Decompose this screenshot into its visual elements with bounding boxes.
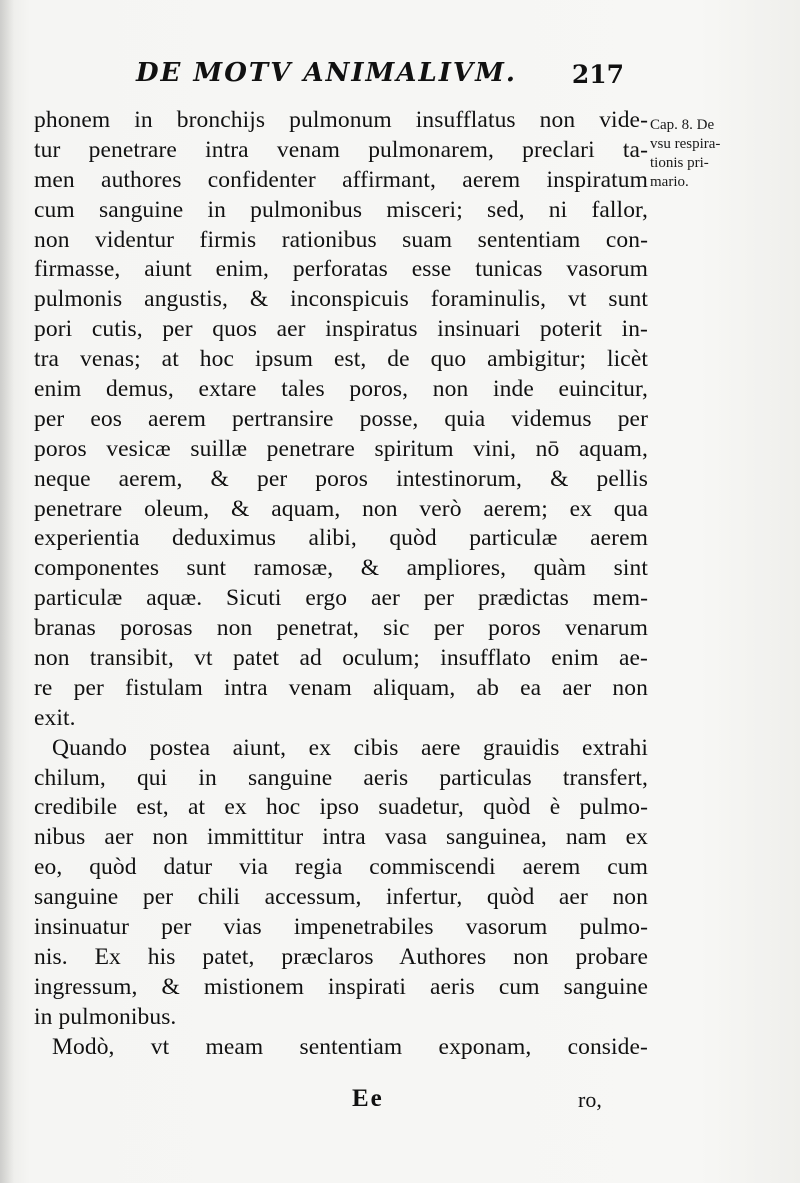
text-line: branas porosas non penetrat, sic per poros venarum xyxy=(34,615,648,642)
text-line: nis. Ex his patet, præclaros Authores non probare xyxy=(34,943,648,970)
margin-note-line: Cap. 8. De xyxy=(650,117,715,133)
text-line: penetrare oleum, & aquam, non verò aerem; ex qua xyxy=(34,495,648,522)
text-line: exit. xyxy=(34,704,76,731)
text-line: per eos aerem pertransire posse, quia videmus per xyxy=(34,405,648,432)
margin-note-line: mario. xyxy=(650,174,689,190)
text-line: pori cutis, per quos aer inspiratus insinuari poterit in- xyxy=(34,316,648,343)
text-line: tur penetrare intra venam pulmonarem, preclari ta- xyxy=(34,136,648,163)
paragraph-start-line: Modò, vt meam sententiam exponam, conside- xyxy=(52,1033,648,1060)
text-line: experientia deduximus alibi, quòd particulæ aerem xyxy=(34,525,648,552)
running-title: DE MOTV ANIMALIVM. xyxy=(136,58,517,88)
text-line: non transibit, vt patet ad oculum; insufflato enim ae- xyxy=(34,645,648,672)
text-line: cum sanguine in pulmonibus misceri; sed, ni fallor, xyxy=(34,196,648,223)
text-line: firmasse, aiunt enim, perforatas esse tunicas vasorum xyxy=(34,256,648,283)
margin-note-line: tionis pri- xyxy=(650,155,709,171)
text-line: phonem in bronchijs pulmonum insufflatus non vide- xyxy=(34,107,648,133)
text-line: insinuatur per vias impenetrabiles vasorum pulmo- xyxy=(34,914,648,941)
text-line: credibile est, at ex hoc ipso suadetur, quòd è pulmo- xyxy=(34,794,648,821)
gutter-shadow xyxy=(0,0,14,1183)
text-line: componentes sunt ramosæ, & ampliores, quàm sint xyxy=(34,555,648,582)
text-line: poros vesicæ suillæ penetrare spiritum vini, nō aquam, xyxy=(34,435,648,462)
text-line: chilum, qui in sanguine aeris particulas transfert, xyxy=(34,764,648,791)
text-line: pulmonis angustis, & inconspicuis foraminulis, vt sunt xyxy=(34,286,648,313)
text-line: in pulmonibus. xyxy=(34,1003,177,1030)
text-line: particulæ aquæ. Sicuti ergo aer per prædictas mem- xyxy=(34,585,648,612)
margin-note xyxy=(650,116,766,192)
body-text xyxy=(34,106,648,1063)
page-header xyxy=(136,58,656,94)
text-line: neque aerem, & per poros intestinorum, & pellis xyxy=(34,465,648,492)
paragraph-start-line: Quando postea aiunt, ex cibis aere grauidis extrahi xyxy=(52,734,648,761)
page-number: 217 xyxy=(571,60,624,89)
text-line: nibus aer non immittitur intra vasa sanguinea, nam ex xyxy=(34,824,648,851)
text-line: men authores confidenter affirmant, aerem inspiratum xyxy=(34,166,648,193)
text-line: sanguine per chili accessum, infertur, quòd aer non xyxy=(34,884,648,911)
text-line: tra venas; at hoc ipsum est, de quo ambigitur; licèt xyxy=(34,346,648,373)
text-line: ingressum, & mistionem inspirati aeris cum sanguine xyxy=(34,973,648,1000)
text-line: eo, quòd datur via regia commiscendi aerem cum xyxy=(34,854,648,881)
text-line: re per fistulam intra venam aliquam, ab ea aer non xyxy=(34,674,648,701)
text-line: non videntur firmis rationibus suam sententiam con- xyxy=(34,226,648,253)
signature-mark: Ee xyxy=(352,1085,384,1112)
margin-note-line: vsu respira- xyxy=(650,136,721,152)
text-line: enim demus, extare tales poros, non inde euincitur, xyxy=(34,376,648,403)
catchword: ro, xyxy=(578,1087,602,1112)
